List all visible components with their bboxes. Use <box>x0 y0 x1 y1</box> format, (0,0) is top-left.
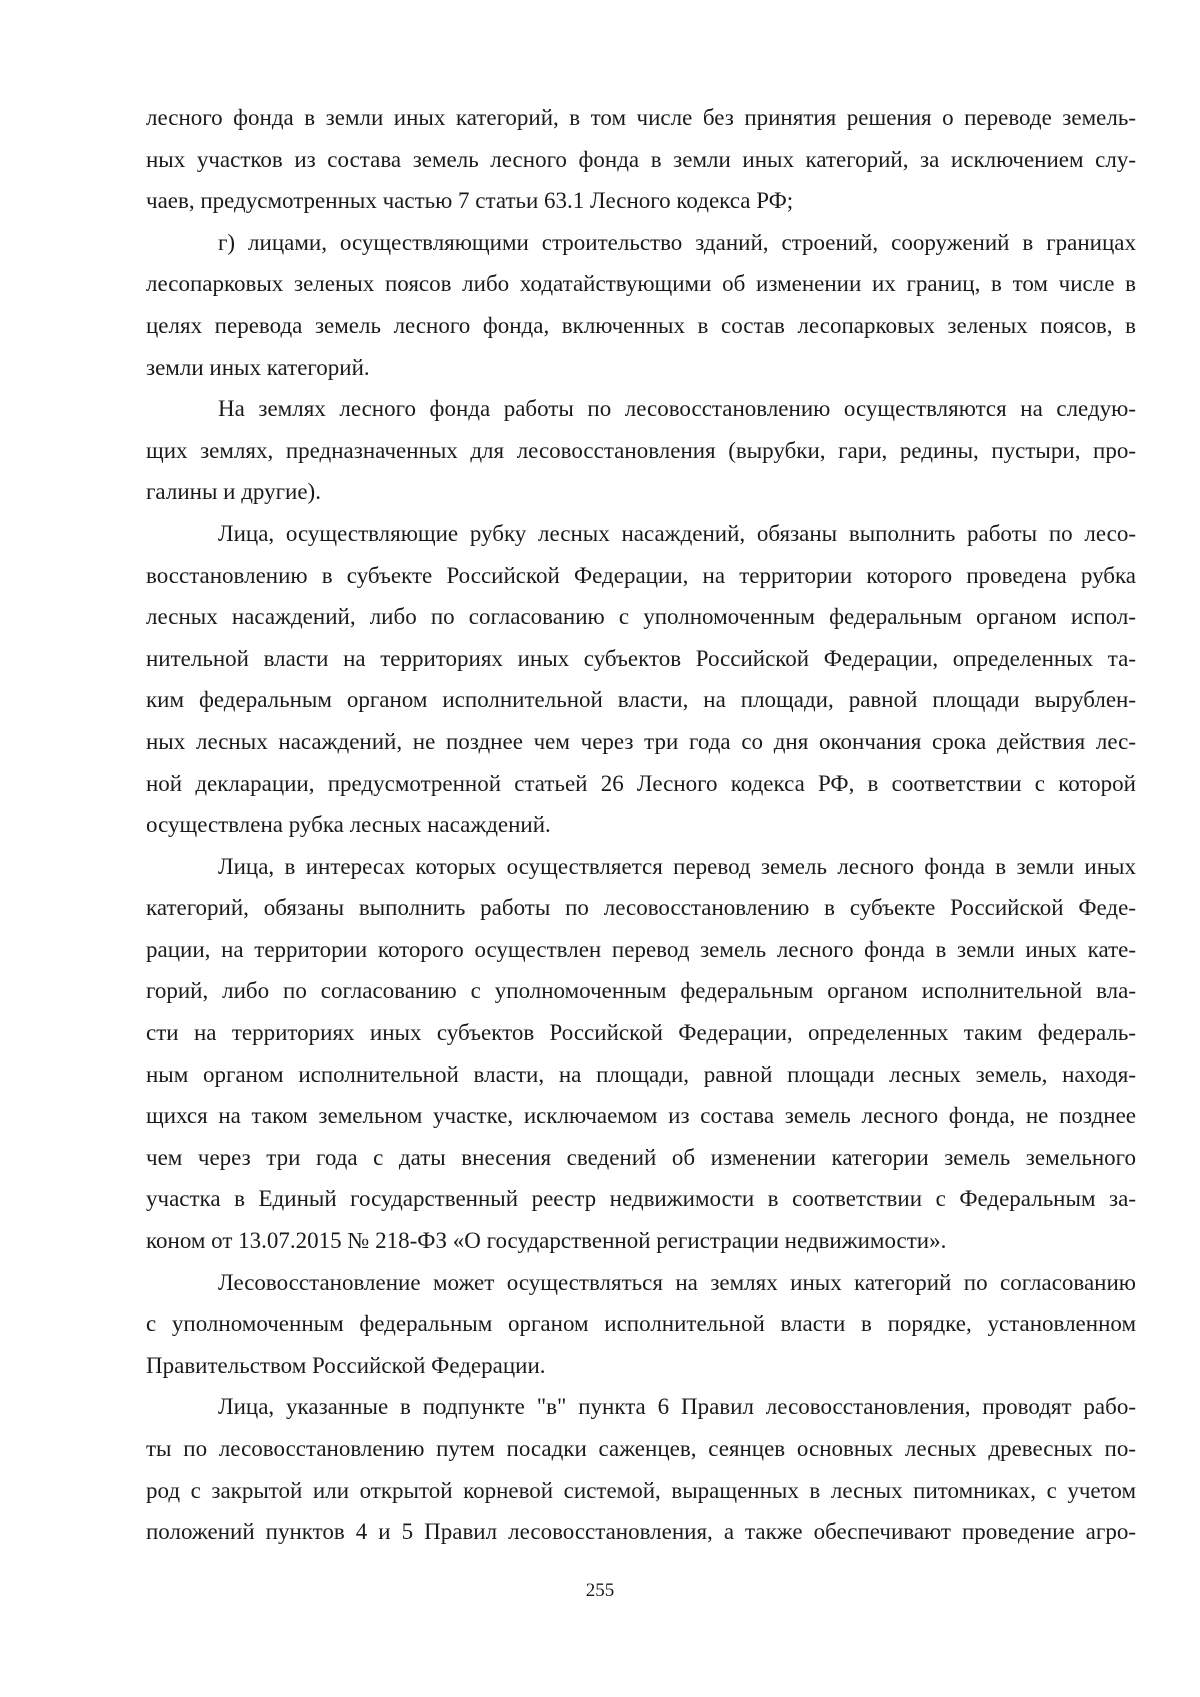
text-line: целях перевода земель лесного фонда, включенных в состав лесопарковых зеленых поясов, в <box>146 312 1136 338</box>
text-line: галины и другие). <box>146 479 321 505</box>
text-line: щих землях, предназначенных для лесовосстановления (вырубки, гари, редины, пустыри, про- <box>146 437 1136 463</box>
page-number: 255 <box>585 1580 615 1601</box>
text-line: положений пунктов 4 и 5 Правил лесовосстановления, а также обеспечивают проведение агро- <box>146 1519 1136 1545</box>
text-line: участка в Единый государственный реестр недвижимости в соответствии с Федеральным за- <box>146 1186 1136 1212</box>
text-line: лесных насаждений, либо по согласованию с уполномоченным федеральным органом испол- <box>146 604 1136 630</box>
body-text <box>146 97 1136 1553</box>
text-line: ным органом исполнительной власти, на площади, равной площади лесных земель, находя- <box>146 1061 1136 1087</box>
text-line: чаев, предусмотренных частью 7 статьи 63.1 Лесного кодекса РФ; <box>146 188 794 214</box>
text-line: ных участков из состава земель лесного фонда в земли иных категорий, за исключением слу- <box>146 146 1136 172</box>
text-line: Лица, осуществляющие рубку лесных насаждений, обязаны выполнить работы по лесо- <box>218 520 1136 546</box>
text-line: лесного фонда в земли иных категорий, в том числе без принятия решения о переводе земель- <box>146 105 1136 130</box>
text-line: ных лесных насаждений, не позднее чем через три года со дня окончания срока действия лес- <box>146 728 1136 754</box>
text-line: род с закрытой или открытой корневой системой, выращенных в лесных питомниках, с учетом <box>146 1477 1136 1503</box>
text-line: чем через три года с даты внесения сведений об изменении категории земель земельного <box>146 1144 1136 1170</box>
text-line: Лица, указанные в подпункте "в" пункта 6 Правил лесовосстановления, проводят рабо- <box>218 1394 1136 1420</box>
text-line: Правительством Российской Федерации. <box>146 1352 546 1378</box>
text-line: ты по лесовосстановлению путем посадки саженцев, сеянцев основных лесных древесных по- <box>146 1436 1136 1461</box>
text-line: горий, либо по согласованию с уполномоченным федеральным органом исполнительной вла- <box>146 978 1136 1004</box>
text-line: сти на территориях иных субъектов Российской Федерации, определенных таким федераль- <box>146 1020 1136 1046</box>
text-line: Лесовосстановление может осуществляться на землях иных категорий по согласованию <box>218 1269 1136 1295</box>
text-line: На землях лесного фонда работы по лесовосстановлению осуществляются на следую- <box>218 396 1136 422</box>
text-line: коном от 13.07.2015 № 218-ФЗ «О государственной регистрации недвижимости». <box>146 1228 947 1254</box>
text-line: щихся на таком земельном участке, исключаемом из состава земель лесного фонда, не позднее <box>146 1103 1136 1129</box>
text-line: ной декларации, предусмотренной статьей 26 Лесного кодекса РФ, в соответствии с которой <box>146 770 1136 796</box>
text-line: с уполномоченным федеральным органом исполнительной власти в порядке, установленном <box>146 1311 1136 1337</box>
text-line: рации, на территории которого осуществлен перевод земель лесного фонда в земли иных кате- <box>146 936 1136 962</box>
text-line: земли иных категорий. <box>146 354 370 380</box>
text-line: восстановлению в субъекте Российской Федерации, на территории которого проведена рубка <box>146 562 1136 588</box>
text-line: осуществлена рубка лесных насаждений. <box>146 812 551 838</box>
text-line: ким федеральным органом исполнительной власти, на площади, равной площади вырублен- <box>146 687 1136 713</box>
text-line: г) лицами, осуществляющими строительство зданий, строений, сооружений в границах <box>218 229 1136 255</box>
text-line: нительной власти на территориях иных субъектов Российской Федерации, определенных та- <box>146 645 1136 671</box>
text-line: Лица, в интересах которых осуществляется перевод земель лесного фонда в земли иных <box>218 853 1136 879</box>
text-line: лесопарковых зеленых поясов либо ходатайствующими об изменении их границ, в том числе в <box>146 271 1136 297</box>
text-line: категорий, обязаны выполнить работы по лесовосстановлению в субъекте Российской Феде- <box>146 895 1136 921</box>
